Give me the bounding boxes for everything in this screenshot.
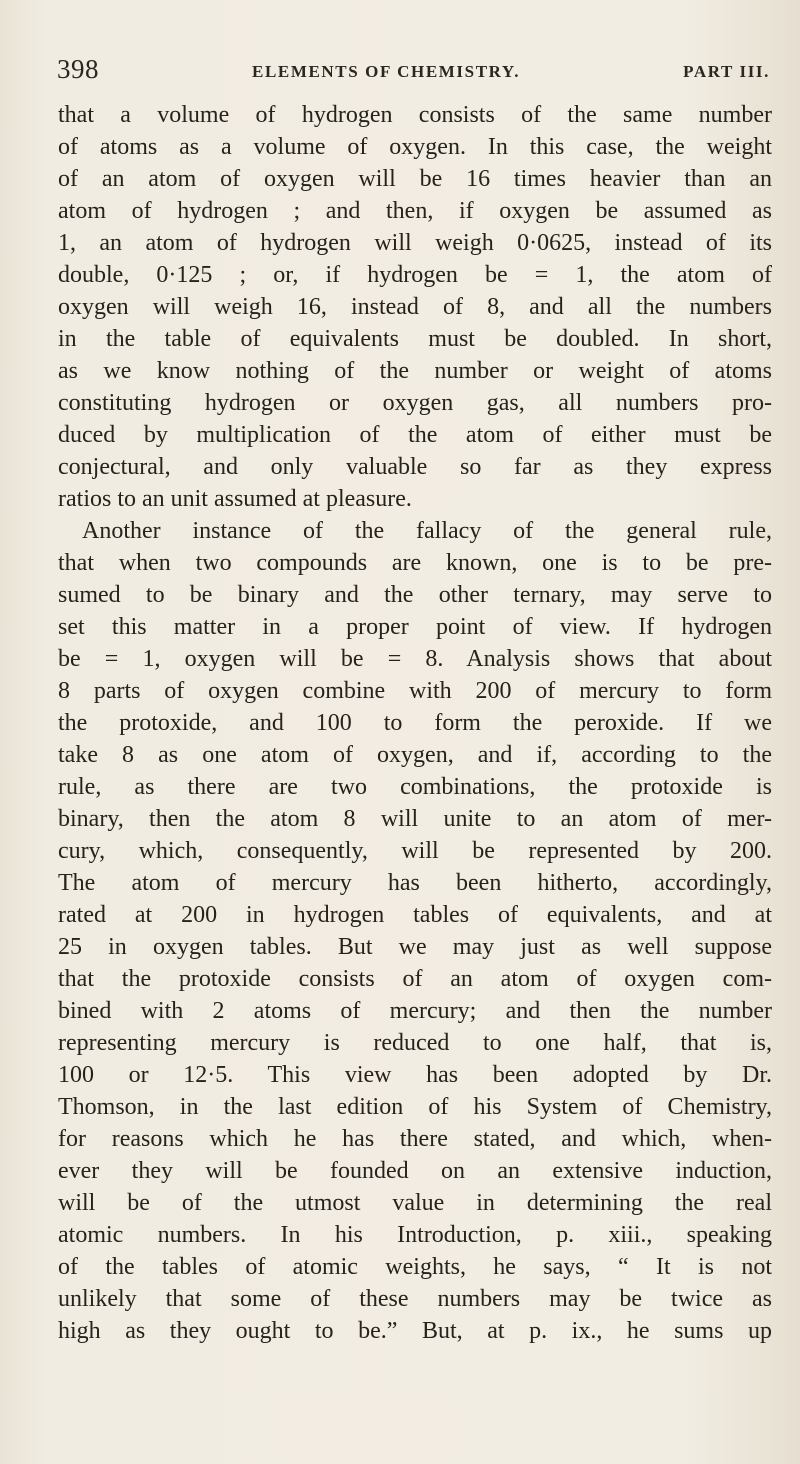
text-line: constituting hydrogen or oxygen gas, all numbers pro- (58, 390, 772, 416)
text-line: The atom of mercury has been hitherto, accordingly, (58, 870, 772, 896)
text-line: for reasons which he has there stated, and which, when- (58, 1126, 772, 1152)
text-line: that a volume of hydrogen consists of the same number (58, 102, 772, 128)
text-line: will be of the utmost value in determining the real (58, 1190, 772, 1216)
text-line: Thomson, in the last edition of his System of Chemistry, (58, 1094, 772, 1120)
text-line: in the table of equivalents must be doubled. In short, (58, 326, 772, 352)
text-line: atom of hydrogen ; and then, if oxygen be assumed as (58, 198, 772, 224)
running-header (57, 54, 770, 90)
page-number: 398 (57, 54, 99, 84)
text-line: of the tables of atomic weights, he says, “ It is not (58, 1254, 772, 1280)
text-line: the protoxide, and 100 to form the peroxide. If we (58, 710, 772, 736)
text-line: high as they ought to be.” But, at p. ix., he sums up (58, 1318, 772, 1344)
text-line: 25 in oxygen tables. But we may just as well suppose (58, 934, 772, 960)
paragraph-start-line: Another instance of the fallacy of the general rule, (82, 518, 772, 544)
text-line: of atoms as a volume of oxygen. In this case, the weight (58, 134, 772, 160)
text-line: be = 1, oxygen will be = 8. Analysis shows that about (58, 646, 772, 672)
text-line: ever they will be founded on an extensive induction, (58, 1158, 772, 1184)
text-line: oxygen will weigh 16, instead of 8, and all the numbers (58, 294, 772, 320)
text-line: binary, then the atom 8 will unite to an atom of mer- (58, 806, 772, 832)
running-title: ELEMENTS OF CHEMISTRY. (252, 62, 521, 81)
part-label: PART III. (683, 62, 770, 81)
body-text (58, 99, 772, 1347)
text-line: that the protoxide consists of an atom of oxygen com- (58, 966, 772, 992)
text-line: bined with 2 atoms of mercury; and then the number (58, 998, 772, 1024)
text-line: set this matter in a proper point of view. If hydrogen (58, 614, 772, 640)
text-line: 100 or 12·5. This view has been adopted by Dr. (58, 1062, 772, 1088)
text-line: as we know nothing of the number or weight of atoms (58, 358, 772, 384)
text-line: sumed to be binary and the other ternary, may serve to (58, 582, 772, 608)
text-line: 1, an atom of hydrogen will weigh 0·0625, instead of its (58, 230, 772, 256)
text-line: atomic numbers. In his Introduction, p. xiii., speaking (58, 1222, 772, 1248)
text-line: 8 parts of oxygen combine with 200 of mercury to form (58, 678, 772, 704)
text-line: double, 0·125 ; or, if hydrogen be = 1, the atom of (58, 262, 772, 288)
text-line: of an atom of oxygen will be 16 times heavier than an (58, 166, 772, 192)
text-line: unlikely that some of these numbers may be twice as (58, 1286, 772, 1312)
text-line: rated at 200 in hydrogen tables of equivalents, and at (58, 902, 772, 928)
text-line: rule, as there are two combinations, the protoxide is (58, 774, 772, 800)
text-line: take 8 as one atom of oxygen, and if, according to the (58, 742, 772, 768)
text-line: duced by multiplication of the atom of either must be (58, 422, 772, 448)
text-line: cury, which, consequently, will be represented by 200. (58, 838, 772, 864)
text-line: that when two compounds are known, one is to be pre- (58, 550, 772, 576)
text-line: conjectural, and only valuable so far as they express (58, 454, 772, 480)
paragraph-end-line: ratios to an unit assumed at pleasure. (58, 486, 412, 512)
text-line: representing mercury is reduced to one half, that is, (58, 1030, 772, 1056)
